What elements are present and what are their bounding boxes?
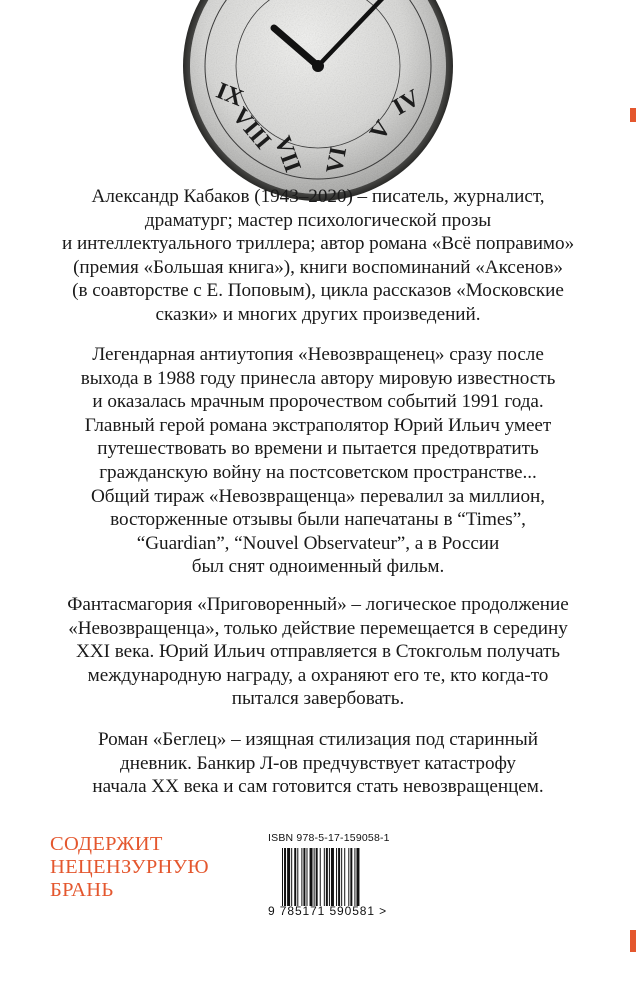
barcode-stripe: [320, 848, 321, 906]
barcode-stripe: [314, 848, 315, 906]
text-line: выхода в 1988 году принесла автору мировую известность: [80, 367, 556, 389]
barcode-digits: 9 785171 590581 >: [268, 904, 388, 918]
text-line: Главный герой романа экстраполятор Юрий Ильич умеет: [84, 414, 552, 436]
barcode-stripe: [297, 848, 298, 906]
text-line: был снят одноименный фильм.: [191, 556, 445, 578]
beglets-paragraph: [62, 728, 574, 799]
text-line: Легендарная антиутопия «Невозвращенец» сразу после: [92, 344, 544, 365]
barcode-stripe: [282, 848, 283, 906]
barcode-stripe: [284, 848, 286, 906]
isbn-label: ISBN 978-5-17-159058-1: [268, 832, 390, 844]
barcode-stripe: [324, 848, 325, 906]
text-line: и интеллектуального триллера; автор романа «Всё поправимо»: [62, 233, 575, 255]
nevozvrashchenets-paragraph: [62, 343, 574, 579]
text-line: Фантасмагория «Приговоренный» – логическое продолжение: [67, 594, 569, 615]
barcode-stripe: [331, 848, 334, 906]
text-line: начала XX века и сам готовится стать невозвращенцем.: [92, 776, 544, 798]
svg-text:VIII: VIII: [226, 102, 276, 155]
accent-bar-top: [630, 108, 636, 122]
svg-text:IV: IV: [388, 84, 425, 121]
author-bio-paragraph: [62, 185, 574, 327]
svg-text:V: V: [365, 116, 397, 146]
barcode-stripe: [350, 848, 352, 906]
text-line: международную награду, а охраняют его те, кто когда-то: [87, 664, 549, 686]
barcode-stripe: [306, 848, 307, 906]
text-line: сказки» и многих других произведений.: [155, 303, 481, 325]
text-line: пытался завербовать.: [231, 688, 405, 710]
barcode-stripe: [338, 848, 340, 906]
profanity-warning: [50, 833, 209, 903]
barcode-stripe: [326, 848, 328, 906]
accent-bar-bottom: [630, 930, 636, 952]
svg-text:IX: IX: [212, 77, 247, 112]
text-line: “Guardian”, “Nouvel Observateur”, а в России: [136, 532, 500, 554]
prigovorennyi-paragraph: [62, 593, 574, 711]
barcode-stripe: [341, 848, 342, 906]
text-line: гражданскую войну на постсоветском пространстве...: [99, 461, 537, 483]
warning-line: СОДЕРЖИТ: [50, 833, 163, 855]
text-line: Роман «Беглец» – изящная стилизация под старинный: [98, 729, 538, 750]
barcode-stripe: [301, 848, 302, 906]
barcode-stripe: [287, 848, 290, 906]
barcode-stripe: [336, 848, 337, 906]
barcode-stripe: [348, 848, 349, 906]
text-line: «Невозвращенца», только действие перемещается в середину: [68, 617, 568, 639]
barcode-stripe: [310, 848, 313, 906]
barcode-stripe: [303, 848, 305, 906]
barcode-stripe: [294, 848, 296, 906]
barcode-stripe: [329, 848, 330, 906]
text-line: путешествовать во времени и пытается предотвратить: [97, 438, 539, 460]
barcode-stripe: [356, 848, 359, 906]
text-line: (премия «Большая книга»), книги воспоминаний «Аксенов»: [73, 256, 563, 278]
barcode-stripe: [291, 848, 292, 906]
barcode-stripe: [316, 848, 318, 906]
text-line: XXI века. Юрий Ильич отправляется в Стокгольм получать: [76, 641, 560, 663]
text-line: Александр Кабаков (1943–2020) – писатель, журналист,: [91, 186, 545, 207]
text-line: дневник. Банкир Л-ов предчувствует катастрофу: [120, 752, 516, 774]
text-line: восторженные отзывы были напечатаны в “Times”,: [110, 509, 526, 531]
svg-text:VI: VI: [321, 144, 353, 176]
text-line: (в соавторстве с Е. Поповым), цикла рассказов «Московские: [72, 280, 564, 302]
clock-icon: [182, 0, 454, 202]
barcode-stripe: [354, 848, 355, 906]
warning-line: НЕЦЕНЗУРНУЮ: [50, 856, 209, 879]
barcode-stripe: [344, 848, 345, 906]
text-line: и оказалась мрачным пророчеством событий 1991 года.: [92, 391, 544, 413]
text-line: Общий тираж «Невозвращенца» перевалил за миллион,: [90, 485, 546, 507]
text-line: драматург; мастер психологической прозы: [144, 209, 492, 231]
warning-line: БРАНЬ: [50, 879, 114, 902]
svg-text:VII: VII: [268, 132, 306, 176]
clock-illustration: [182, 0, 454, 202]
barcode-icon: [282, 848, 394, 906]
